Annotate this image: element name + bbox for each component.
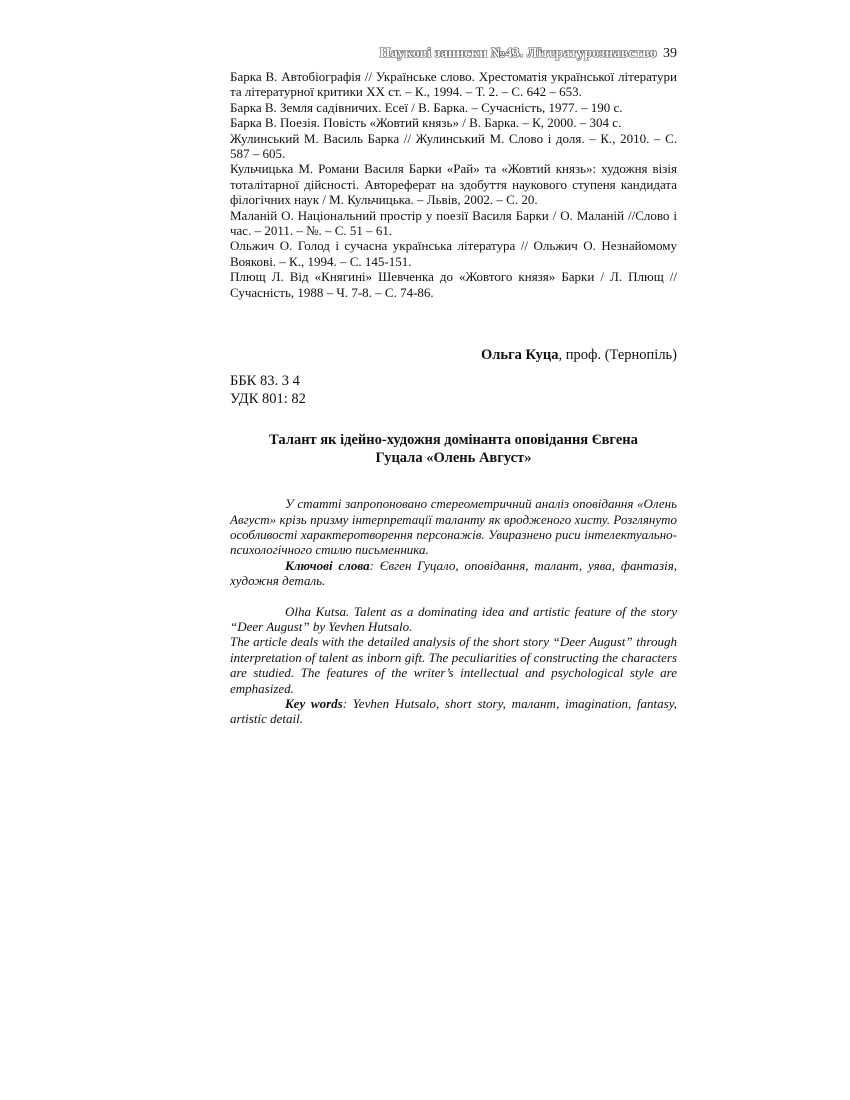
keywords-ukrainian [230, 558, 677, 589]
reference-item: Маланій О. Національний простір у поезії Василя Барки / О. Маланій //Слово і час. – 2011. – №. – С. 51 – 61. [230, 207, 677, 239]
reference-item: Ольжич О. Голод і сучасна українська література // Ольжич О. Незнайомому Воякові. – К., 1994. – С. 145-151. [230, 238, 677, 269]
reference-item: Барка В. Автобіографія // Українське слово. Хрестоматія української літератури та літературної критики ХХ ст. – К., 1994. – Т. 2. – С. 642 – 653. [230, 69, 677, 100]
article-author [230, 346, 677, 364]
author-affiliation: , проф. (Тернопіль) [558, 347, 677, 364]
english-title: Olha Kutsa. Talent as a dominating idea and artistic feature of the story “Deer August” by Yevhen Hutsalo. [230, 603, 677, 634]
page-number: 39 [663, 46, 677, 61]
running-header [230, 44, 677, 66]
article-title [230, 432, 677, 467]
reference-item: Барка В. Земля садівничих. Есеї / В. Барка. – Сучасність, 1977. – 190 с. [230, 99, 623, 115]
author-name: Ольга Куца [480, 347, 559, 364]
udk-code: УДК 801: 82 [230, 391, 306, 408]
bbk-code: ББК 83. 3 4 [230, 373, 300, 390]
page [230, 44, 677, 727]
reference-list [230, 69, 677, 300]
reference-item: Барка В. Поезія. Повість «Жовтий князь» / В. Барка. – К, 2000. – 304 с. [230, 115, 622, 131]
abstract-ukrainian: У статті запропоновано стереометричний аналіз оповідання «Олень Август» крізь призму інтерпретації таланту як вродженого хисту. Розглянуто особливості характеротворення персонажів. Увиразнено риси інтелектуально-психологічного стилю письменника. [230, 496, 677, 558]
journal-title: Наукові записки №43. Літературознавство [379, 46, 657, 61]
abstract-english: The article deals with the detailed analysis of the short story “Deer August” through interpretation of talent as inborn gift. The peculiarities of constructing the characters are studied. The features of the writer’s intellectual and psychological style are emphasized. [230, 634, 677, 696]
keywords-label: Ключові слова [285, 557, 370, 573]
reference-item: Плющ Л. Від «Княгині» Шевченка до «Жовтого князя» Барки / Л. Плющ // Сучасність, 1988 – Ч. 7-8. – С. 74-86. [230, 269, 677, 300]
article-title-line: Талант як ідейно-художня домінанта оповідання Євгена [269, 432, 638, 449]
reference-item: Жулинський М. Василь Барка // Жулинський М. Слово і доля. – К., 2010. – С. 587 – 605. [230, 130, 677, 162]
keywords-english [230, 696, 677, 727]
classification-codes [230, 372, 677, 408]
abstract-block [230, 496, 677, 727]
keywords-text: : Yevhen Hutsalo, short story, талант, imagination, fantasy, artistic detail. [230, 695, 677, 727]
keywords-label: Key words [285, 695, 343, 711]
keywords-text: : Євген Гуцало, оповідання, талант, уява, фантазія, художня деталь. [230, 557, 677, 589]
article-title-line: Гуцала «Олень Август» [375, 449, 532, 466]
reference-item: Кульчицька М. Романи Василя Барки «Рай» та «Жовтий князь»: художня візія тоталітарної дійсності. Автореферат на здобуття наукового ступеня кандидата філогічних наук / М. Кульчицька. – Львів, 2002. – С. 20. [230, 161, 677, 208]
